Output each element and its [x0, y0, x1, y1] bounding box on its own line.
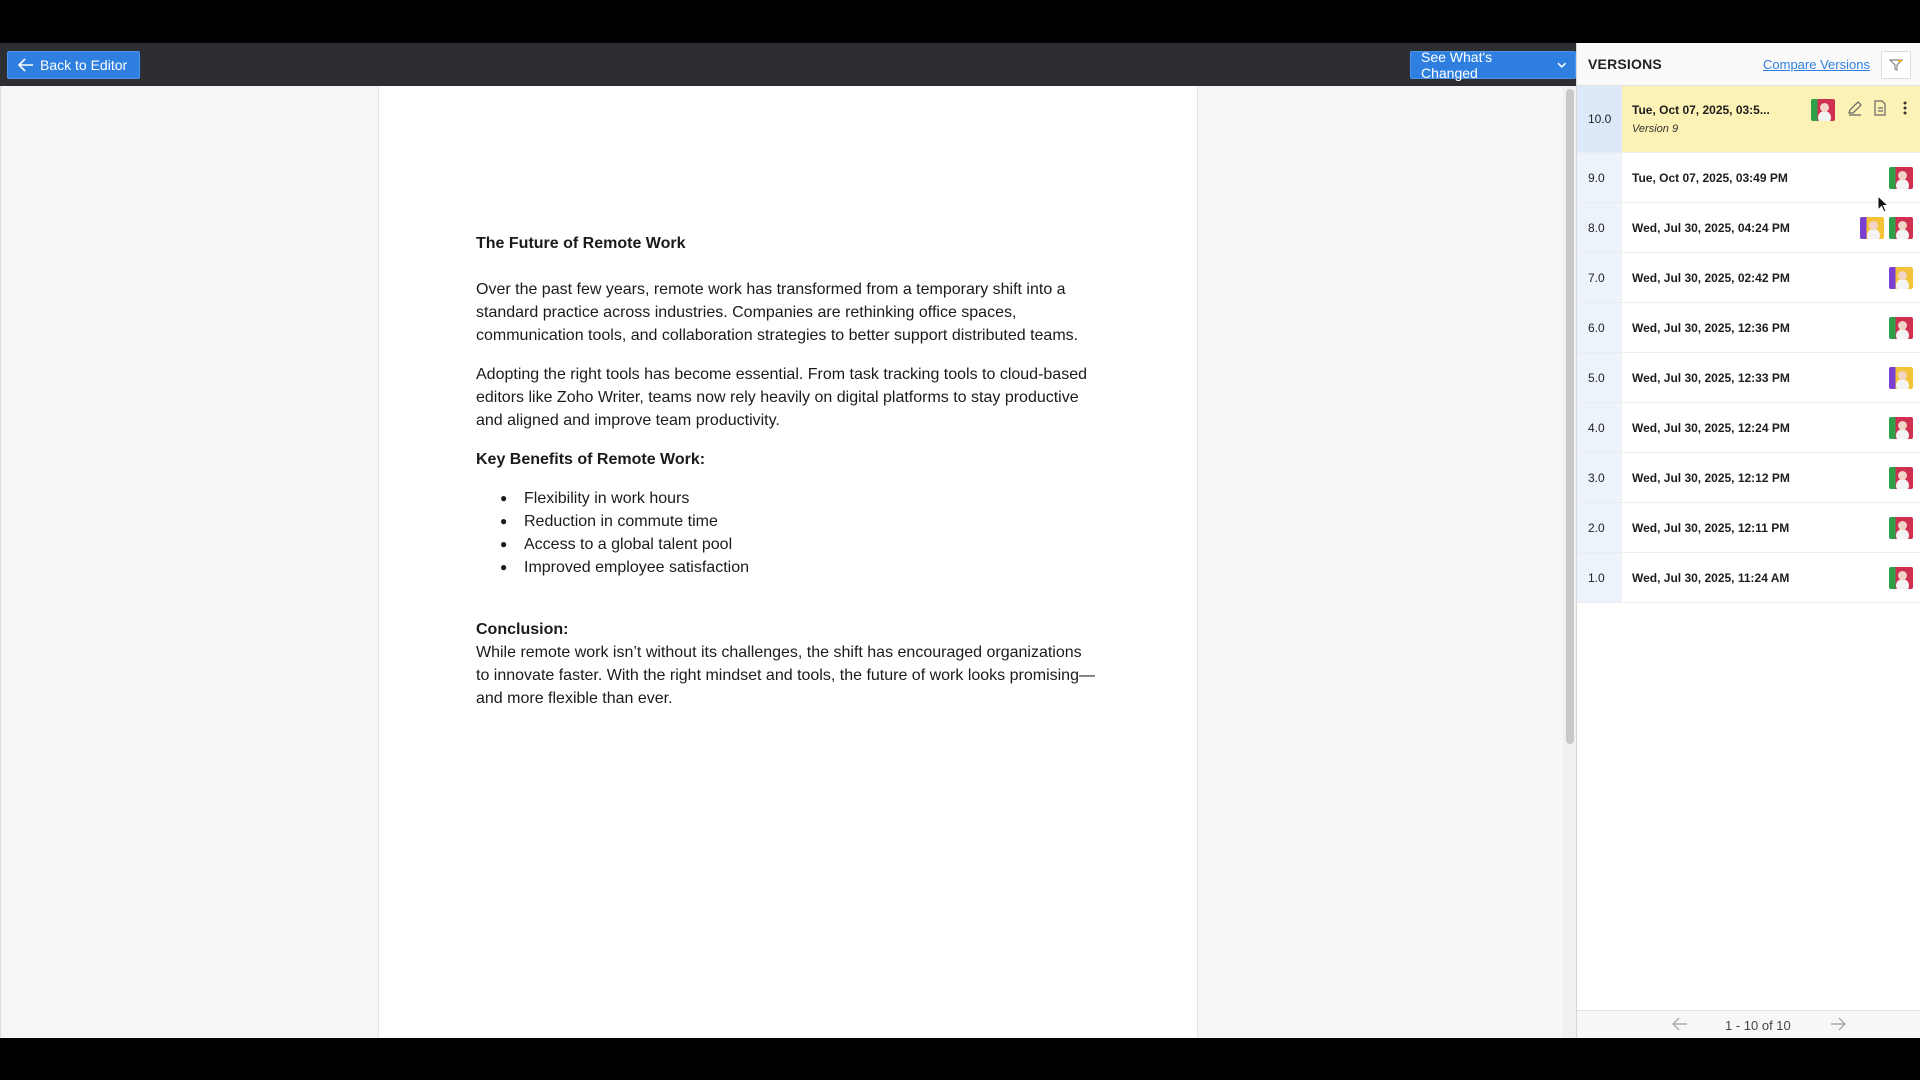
conclusion-paragraph: While remote work isn’t without its challenges, the shift has encouraged organizations to innovate faster. With the right mindset and tools, the future of work looks promising—and more flexible than ever.: [476, 644, 1095, 707]
avatar: [1811, 99, 1835, 121]
version-date: Wed, Jul 30, 2025, 12:36 PM: [1632, 320, 1790, 335]
avatar: [1889, 417, 1913, 439]
version-row[interactable]: [1577, 503, 1920, 553]
version-date: Wed, Jul 30, 2025, 04:24 PM: [1632, 220, 1790, 235]
benefits-heading: Key Benefits of Remote Work:: [476, 451, 706, 468]
mouse-cursor-icon: [1877, 195, 1889, 213]
version-authors: [1889, 417, 1913, 439]
avatar: [1889, 267, 1913, 289]
benefit-item: ● Improved employee satisfaction: [500, 556, 1096, 579]
previous-page-icon[interactable]: [1672, 1017, 1688, 1031]
avatar: [1889, 367, 1913, 389]
document-title: The Future of Remote Work: [476, 235, 686, 252]
avatar: [1889, 217, 1913, 239]
version-number: 10.0: [1577, 86, 1622, 152]
benefit-item: ● Reduction in commute time: [500, 510, 1096, 533]
version-authors: [1889, 367, 1913, 389]
chevron-down-icon: [1557, 62, 1567, 69]
version-date: Wed, Jul 30, 2025, 12:12 PM: [1632, 470, 1790, 485]
document-paragraph-1: Over the past few years, remote work has transformed from a temporary shift into a standard practice across industries. Companies are rethinking office spaces, communication tools, and collaboration strategies to better support distributed teams.: [476, 281, 1079, 344]
version-number: 9.0: [1577, 153, 1622, 202]
versions-title: VERSIONS: [1588, 56, 1662, 72]
benefits-list: [500, 487, 1096, 579]
version-number: 5.0: [1577, 353, 1622, 402]
pagination-text: 1 - 10 of 10: [1725, 1018, 1791, 1033]
version-details: [1632, 103, 1770, 135]
version-authors: [1889, 267, 1913, 289]
restore-version-icon[interactable]: [1872, 100, 1888, 116]
version-row[interactable]: [1577, 203, 1920, 253]
scrollbar-thumb[interactable]: [1566, 89, 1574, 744]
version-row[interactable]: [1577, 453, 1920, 503]
conclusion-heading: Conclusion:: [476, 621, 569, 638]
see-whats-changed-button[interactable]: [1410, 51, 1576, 79]
version-authors: [1860, 217, 1913, 239]
filter-icon: [1889, 59, 1903, 71]
version-row[interactable]: [1577, 553, 1920, 603]
avatar: [1889, 517, 1913, 539]
version-row[interactable]: [1577, 353, 1920, 403]
avatar: [1889, 467, 1913, 489]
document-page: [378, 86, 1198, 1038]
version-authors: [1889, 517, 1913, 539]
edit-name-icon[interactable]: [1847, 100, 1863, 116]
version-row[interactable]: [1577, 303, 1920, 353]
version-history-app: [0, 43, 1920, 1038]
version-date: Tue, Oct 07, 2025, 03:5...: [1632, 103, 1770, 117]
version-date: Wed, Jul 30, 2025, 11:24 AM: [1632, 570, 1790, 585]
version-number: 1.0: [1577, 553, 1622, 602]
benefit-item: ● Flexibility in work hours: [500, 487, 1096, 510]
version-authors: [1889, 567, 1913, 589]
version-name: Version 9: [1632, 123, 1679, 135]
version-date: Tue, Oct 07, 2025, 03:49 PM: [1632, 170, 1788, 185]
more-options-icon[interactable]: [1897, 100, 1913, 116]
version-number: 7.0: [1577, 253, 1622, 302]
versions-panel: [1576, 43, 1920, 1038]
avatar: [1889, 567, 1913, 589]
version-authors: [1889, 167, 1913, 189]
version-date: Wed, Jul 30, 2025, 12:24 PM: [1632, 420, 1790, 435]
version-date: Wed, Jul 30, 2025, 02:42 PM: [1632, 270, 1790, 285]
compare-versions-link[interactable]: Compare Versions: [1763, 57, 1870, 72]
document-paragraph-2: Adopting the right tools has become essential. From task tracking tools to cloud-based editors like Zoho Writer, teams now rely heavily on digital platforms to stay productive and aligned and improve team productivity.: [476, 366, 1087, 429]
avatar: [1889, 317, 1913, 339]
document-scrollbar[interactable]: [1563, 86, 1576, 1038]
version-row[interactable]: [1577, 253, 1920, 303]
version-row[interactable]: [1577, 403, 1920, 453]
version-number: 2.0: [1577, 503, 1622, 552]
version-number: 4.0: [1577, 403, 1622, 452]
version-row[interactable]: [1577, 153, 1920, 203]
back-to-editor-label: Back to Editor: [40, 57, 128, 73]
see-whats-changed-label: See What's Changed: [1421, 49, 1493, 81]
version-number: 6.0: [1577, 303, 1622, 352]
version-number: 3.0: [1577, 453, 1622, 502]
versions-header: [1577, 43, 1920, 86]
version-authors: [1889, 467, 1913, 489]
arrow-left-icon: [18, 58, 34, 72]
benefit-item: ● Access to a global talent pool: [500, 533, 1096, 556]
versions-list: [1577, 86, 1920, 603]
version-date: Wed, Jul 30, 2025, 12:33 PM: [1632, 370, 1790, 385]
version-date: Wed, Jul 30, 2025, 12:11 PM: [1632, 520, 1790, 535]
document-content: [476, 232, 1096, 710]
avatar: [1860, 217, 1884, 239]
version-authors: [1811, 99, 1835, 121]
version-row-selected[interactable]: [1577, 86, 1920, 153]
versions-pagination: [1577, 1010, 1920, 1038]
document-preview-area: [0, 86, 1563, 1038]
back-to-editor-button[interactable]: [7, 51, 140, 79]
top-toolbar: [0, 43, 1576, 86]
filter-button[interactable]: [1881, 51, 1911, 79]
version-number: 8.0: [1577, 203, 1622, 252]
version-actions: [1847, 100, 1913, 116]
avatar: [1889, 167, 1913, 189]
next-page-icon[interactable]: [1830, 1017, 1846, 1031]
version-authors: [1889, 317, 1913, 339]
